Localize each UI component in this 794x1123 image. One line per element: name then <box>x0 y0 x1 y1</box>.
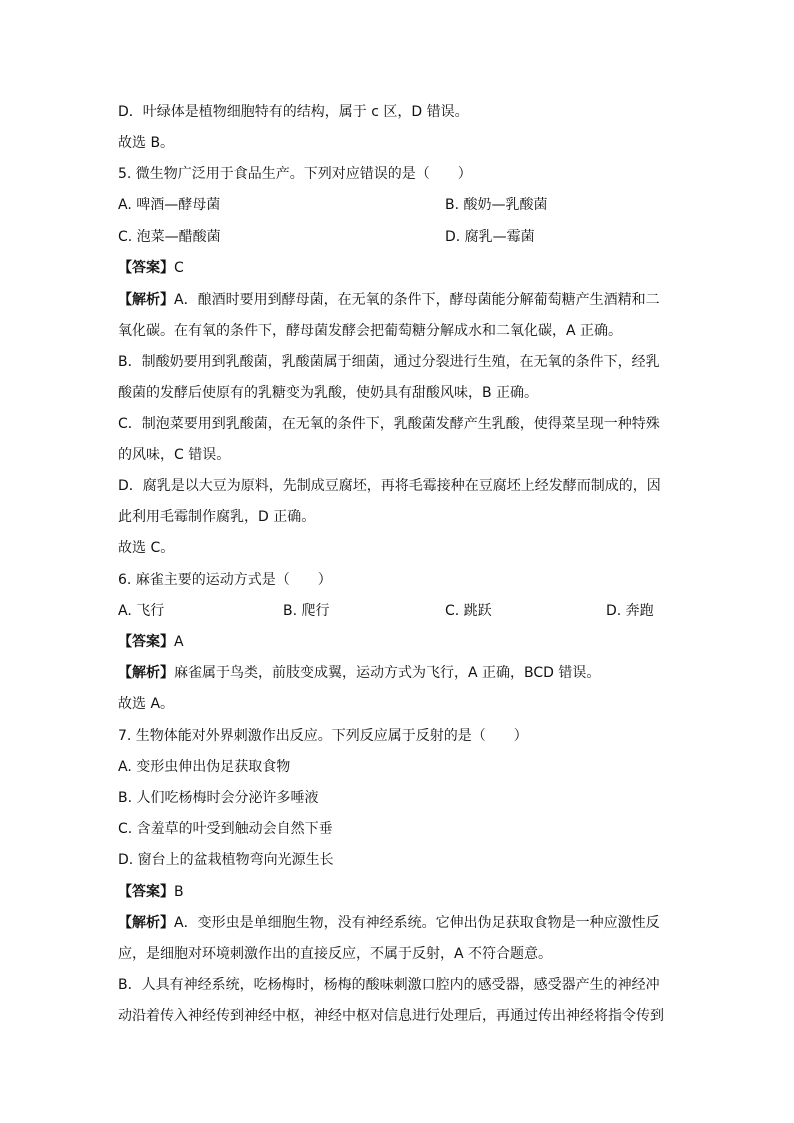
question-5: 5. 微生物广泛用于食品生产。下列对应错误的是（ ） <box>118 166 472 182</box>
answer-tag: 【答案】 <box>118 260 174 276</box>
option-6b: B. 爬行 <box>283 603 330 619</box>
option-6d: D. 奔跑 <box>606 603 654 619</box>
answer-6 <box>118 632 184 652</box>
option-7d: D. 窗台上的盆栽植物弯向光源生长 <box>118 852 334 868</box>
question-6: 6. 麻雀主要的运动方式是（ ） <box>118 572 332 588</box>
analysis-tag: 【解析】 <box>118 665 174 681</box>
analysis-5-line: D．腐乳是以大豆为原料，先制成豆腐坯，再将毛霉接种在豆腐坯上经发酵而制成的，因 <box>118 478 661 494</box>
analysis-tag: 【解析】 <box>118 915 174 931</box>
option-6a: A. 飞行 <box>118 603 165 619</box>
option-7c: C. 含羞草的叶受到触动会自然下垂 <box>118 821 333 837</box>
selection-6: 故选 A。 <box>118 696 175 712</box>
option-5b: B. 酸奶—乳酸菌 <box>445 197 548 213</box>
text-line: D．叶绿体是植物细胞特有的结构，属于 c 区，D 错误。 <box>118 104 469 120</box>
option-7a: A. 变形虫伸出伪足获取食物 <box>118 759 291 775</box>
analysis-5-line: C．制泡菜要用到乳酸菌，在无氧的条件下，乳酸菌发酵产生乳酸，使得菜呈现一种特殊 <box>118 416 660 432</box>
answer-value: C <box>174 260 184 276</box>
option-5d: D. 腐乳—霉菌 <box>445 229 535 245</box>
answer-tag: 【答案】 <box>118 634 174 650</box>
analysis-text: A．变形虫是单细胞生物，没有神经系统。它伸出伪足获取食物是一种应激性反 <box>174 915 660 931</box>
analysis-7-line: B．人具有神经系统，吃杨梅时，杨梅的酸味刺激口腔内的感受器，感受器产生的神经冲 <box>118 977 660 993</box>
answer-tag: 【答案】 <box>118 884 174 900</box>
analysis-5-line: B．制酸奶要用到乳酸菌，乳酸菌属于细菌，通过分裂进行生殖，在无氧的条件下，经乳 <box>118 354 660 370</box>
analysis-7-line: 应，是细胞对环境刺激作出的直接反应，不属于反射，A 不符合题意。 <box>118 946 553 962</box>
analysis-5-line: 氧化碳。在有氧的条件下，酵母菌发酵会把葡萄糖分解成水和二氧化碳，A 正确。 <box>118 323 623 339</box>
analysis-5-line: 此利用毛霉制作腐乳，D 正确。 <box>118 509 316 525</box>
option-6c: C. 跳跃 <box>445 603 492 619</box>
analysis-5-line <box>118 290 660 310</box>
answer-5 <box>118 258 184 278</box>
answer-value: B <box>174 884 184 900</box>
analysis-5-line: 酸菌的发酵后使原有的乳糖变为乳酸，使奶具有甜酸风味，B 正确。 <box>118 385 539 401</box>
text-line: 故选 B。 <box>118 135 175 151</box>
analysis-7-line: 动沿着传入神经传到神经中枢，神经中枢对信息进行处理后，再通过传出神经将指令传到 <box>118 1008 664 1024</box>
analysis-7-line <box>118 913 660 933</box>
answer-value: A <box>174 634 184 650</box>
selection-5: 故选 C。 <box>118 540 175 556</box>
analysis-text: 麻雀属于鸟类，前肢变成翼，运动方式为飞行，A 正确，BCD 错误。 <box>174 665 601 681</box>
option-5c: C. 泡菜—醋酸菌 <box>118 229 221 245</box>
option-5a: A. 啤酒—酵母菌 <box>118 197 221 213</box>
analysis-6-line <box>118 663 600 683</box>
analysis-tag: 【解析】 <box>118 292 174 308</box>
option-7b: B. 人们吃杨梅时会分泌许多唾液 <box>118 790 319 806</box>
question-7: 7. 生物体能对外界刺激作出反应。下列反应属于反射的是（ ） <box>118 728 528 744</box>
analysis-5-line: 的风味，C 错误。 <box>118 447 231 463</box>
analysis-text: A．酿酒时要用到酵母菌，在无氧的条件下，酵母菌能分解葡萄糖产生酒精和二 <box>174 292 660 308</box>
answer-7 <box>118 882 184 902</box>
